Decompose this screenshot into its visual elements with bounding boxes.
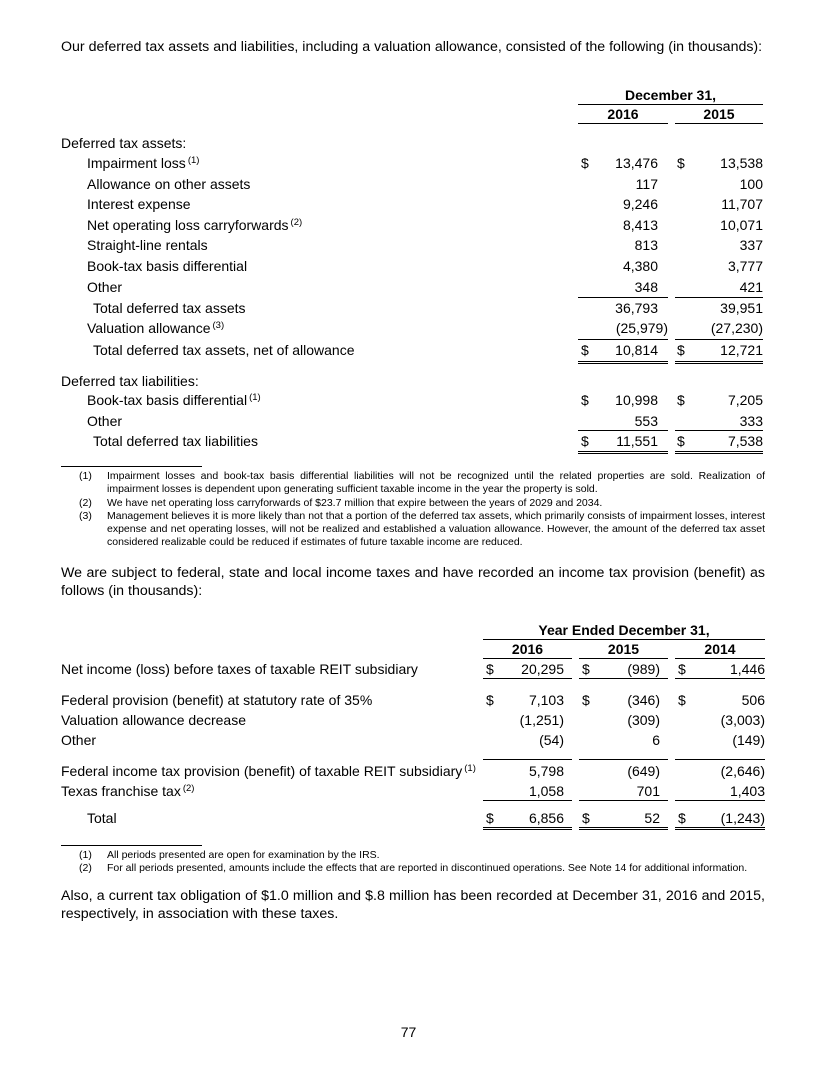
footnote-rule [61, 466, 202, 467]
footnote-ref: (2) [182, 783, 195, 794]
value-2016: (54) [539, 732, 564, 748]
row-label-text: Straight-line rentals [87, 237, 208, 254]
value-2016: 20,295 [521, 661, 564, 677]
row-label-text: Other [61, 732, 97, 748]
page-number: 77 [400, 1024, 417, 1040]
value-2015: 333 [739, 412, 763, 429]
value-2016: 13,476 [615, 155, 658, 171]
currency-sign: $ [678, 810, 686, 826]
footnote-number: (2) [79, 497, 92, 509]
value-2016: 4,380 [622, 258, 658, 274]
table2-col-2014: 2014 [704, 641, 736, 657]
value-2015: 701 [636, 783, 660, 799]
value-2016: 7,103 [528, 692, 564, 708]
currency-sign: $ [582, 661, 590, 677]
total-deferred-tax-liabilities-row: Total deferred tax liabilities $ 11,551 $ 7,538 [93, 433, 763, 449]
value-2016: 1,058 [528, 783, 564, 799]
value-2015: (346) [627, 692, 660, 708]
row-label-text: Book-tax basis differential [87, 392, 248, 408]
row-label [61, 781, 194, 801]
row-label-text: Other [87, 412, 123, 429]
currency-sign: $ [581, 155, 589, 171]
footnote-number: (1) [79, 470, 92, 482]
row-label [87, 174, 250, 194]
row-label [87, 390, 261, 410]
row-label-text: Federal income tax provision (benefit) of taxable REIT subsidiary [61, 763, 463, 779]
total-double-rule [675, 827, 765, 830]
row-label [61, 730, 96, 750]
value-2014: 1,403 [729, 783, 765, 799]
value-2016: 9,246 [622, 196, 658, 213]
value-2014: (149) [732, 732, 765, 748]
value-2016: 553 [634, 412, 658, 429]
value-2015: (989) [627, 661, 660, 677]
row-label-text: Other [87, 278, 123, 295]
value-2016: (1,251) [519, 712, 564, 728]
table-row [0, 277, 817, 297]
value-2015: 52 [644, 810, 660, 826]
subtotal-rule [579, 678, 668, 679]
value-2015: 100 [739, 175, 763, 192]
table1-col-rule [578, 123, 668, 124]
row-label-text: Valuation allowance decrease [61, 712, 246, 728]
footnote-text: For all periods presented, amounts include the effects that are reported in discontinued operations. See Note 14 for additional information. [107, 862, 748, 874]
value-2015: 6 [652, 732, 660, 748]
subtotal-rule [675, 800, 765, 801]
footnote-number: (3) [79, 510, 92, 522]
subtotal-rule [675, 759, 765, 760]
value-2014: (3,003) [720, 712, 765, 728]
table-row [0, 194, 817, 214]
total-deferred-tax-assets-row: Total deferred tax assets 36,793 39,951 [93, 300, 763, 316]
footnote-rule [61, 845, 202, 846]
table1-col-2016: 2016 [607, 106, 639, 122]
row-label [61, 710, 246, 730]
mid-paragraph: We are subject to federal, state and local income taxes and have recorded an income tax provision (benefit) as follows (in thousands): [61, 565, 765, 599]
currency-sign: $ [677, 392, 685, 408]
total-double-rule [579, 827, 668, 830]
value-2015: 3,777 [727, 258, 763, 274]
value-2014: 1,446 [729, 661, 765, 677]
subtotal-rule [579, 759, 668, 760]
footnote-text: Impairment losses and book-tax basis differential liabilities will not be recognized until the related properties are sold. Realization of impairment losses is dependent upon generating sufficient taxable income in the year the property is sold. [107, 470, 765, 495]
table-row-federal-provision [0, 761, 817, 781]
subtotal-rule [579, 800, 668, 801]
table1-col-2015: 2015 [703, 106, 735, 122]
total-double-rule [675, 451, 763, 454]
subtotal-rule [483, 759, 572, 760]
row-label [87, 215, 302, 235]
subtotal-rule [483, 800, 572, 801]
row-label [87, 235, 208, 255]
currency-sign: $ [678, 661, 686, 677]
value-2016: 6,856 [528, 810, 564, 826]
total-double-rule [578, 361, 668, 364]
value-2016: 10,998 [615, 392, 658, 408]
footnote-ref: (1) [464, 763, 476, 774]
value-2015: 421 [739, 278, 763, 295]
row-label-text: Net operating loss carryforwards [87, 216, 289, 233]
valuation-allowance-row: Valuation allowance $^{(3)}$ (25,979) (27,230) [87, 320, 763, 336]
table-row [0, 215, 817, 235]
table-row-other [0, 730, 817, 750]
value-2016: 117 [635, 175, 658, 192]
row-label [87, 256, 247, 276]
section-deferred-tax-assets: Deferred tax assets: [61, 135, 187, 151]
table2-group-header: Year Ended December 31, [538, 622, 710, 638]
table-row [0, 235, 817, 255]
row-label [87, 411, 122, 431]
footnote-text: Management believes it is more likely than not that a portion of the deferred tax assets, which primarily consists of impairment losses, interest expense and net operating losses, will not be realized and established a valuation allowance. However, the amount of the deferred tax asset considered realizable could be reduced if estimates of future taxable income are reduced. [107, 510, 765, 548]
row-label [87, 194, 191, 214]
value-2015: 11,707 [721, 196, 763, 213]
footnote-number: (1) [79, 849, 92, 861]
value-2015: 13,538 [720, 155, 763, 171]
footnote-ref: (1) [249, 392, 261, 403]
currency-sign: $ [678, 692, 686, 708]
table-row [0, 390, 817, 410]
total-double-rule [578, 451, 668, 454]
row-label-text: Texas franchise tax [61, 783, 181, 799]
value-2016: 813 [634, 237, 658, 254]
row-label [61, 761, 476, 781]
row-label-text: Federal provision (benefit) at statutory rate of 35% [61, 692, 373, 708]
table-row-total [0, 808, 817, 828]
value-2015: 337 [739, 237, 763, 254]
section-deferred-tax-liabilities: Deferred tax liabilities: [61, 373, 199, 389]
footnote-ref: (1) [187, 155, 200, 166]
total-double-rule [483, 827, 572, 830]
row-label [61, 690, 372, 710]
currency-sign: $ [486, 810, 494, 826]
value-2015: (309) [627, 712, 660, 728]
value-2014: 506 [741, 692, 765, 708]
footnote-number: (2) [79, 862, 92, 874]
table-row-net-income [0, 659, 817, 679]
table-row-texas [0, 781, 817, 801]
table-row [0, 411, 817, 431]
row-label [87, 153, 199, 173]
table1-group-header: December 31, [624, 87, 717, 103]
currency-sign: $ [486, 692, 494, 708]
table1-col-rule [675, 123, 763, 124]
total-double-rule [675, 361, 763, 364]
table-row-federal-rate [0, 690, 817, 710]
row-label [87, 277, 122, 297]
footnote-ref: (2) [290, 216, 303, 228]
table-row-valuation-decrease [0, 710, 817, 730]
row-label-text: Net income (loss) before taxes of taxable REIT subsidiary [61, 661, 418, 677]
value-2016: 5,798 [528, 763, 564, 779]
currency-sign: $ [581, 392, 589, 408]
subtotal-rule [675, 678, 765, 679]
value-2014: (2,646) [720, 763, 765, 779]
currency-sign: $ [582, 692, 590, 708]
table-row [0, 153, 817, 173]
row-label-text: Allowance on other assets [87, 175, 251, 192]
table-row [0, 174, 817, 194]
value-2016: 8,413 [622, 216, 658, 233]
table2-col-2015: 2015 [607, 641, 640, 657]
row-label [87, 808, 117, 828]
subtotal-rule [483, 678, 572, 679]
row-label-text: Total [87, 810, 117, 826]
value-2015: (649) [627, 763, 660, 779]
net-deferred-tax-assets-row: Total deferred tax assets, net of allowance $ 10,814 $ 12,721 [93, 342, 763, 358]
row-label-text: Book-tax basis differential [87, 258, 248, 274]
table-row [0, 256, 817, 276]
row-label-text: Impairment loss [87, 155, 186, 171]
table2-col-2016: 2016 [511, 641, 544, 657]
value-2015: 10,071 [720, 216, 763, 233]
footnote-text: All periods presented are open for examination by the IRS. [107, 849, 380, 861]
closing-paragraph: Also, a current tax obligation of $1.0 million and $.8 million has been recorded at December 31, 2016 and 2015, respectively, in association with these taxes. [61, 888, 765, 922]
currency-sign: $ [582, 810, 590, 826]
intro-paragraph: Our deferred tax assets and liabilities, including a valuation allowance, consisted of the following (in thousands): [61, 39, 763, 55]
currency-sign: $ [677, 155, 685, 171]
row-label [61, 659, 418, 679]
value-2016: 348 [634, 278, 658, 295]
row-label-text: Interest expense [87, 196, 191, 213]
footnote-text: We have net operating loss carryforwards of $23.7 million that expire between the years of 2029 and 2034. [107, 497, 603, 509]
value-2014: (1,243) [720, 810, 765, 826]
value-2015: 7,205 [727, 392, 763, 408]
currency-sign: $ [486, 661, 494, 677]
